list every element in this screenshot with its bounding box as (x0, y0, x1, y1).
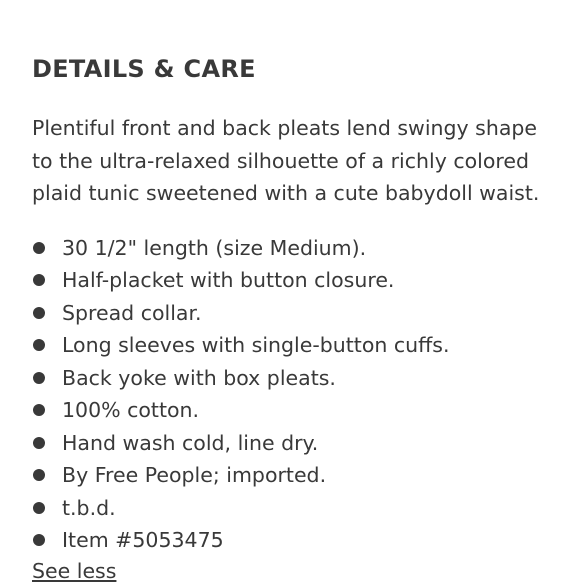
list-item-text: 100% cotton. (62, 398, 199, 422)
list-item (32, 297, 562, 330)
bullet-icon (33, 469, 45, 481)
list-item (32, 524, 562, 557)
list-item-text: Long sleeves with single-button cuffs. (62, 333, 449, 357)
details-and-care-section (32, 52, 562, 587)
list-item (32, 232, 562, 265)
bullet-icon (33, 372, 45, 384)
list-item-text: Back yoke with box pleats. (62, 366, 336, 390)
list-item-text: Spread collar. (62, 301, 202, 325)
see-less-link[interactable]: See less (32, 555, 116, 587)
section-heading: DETAILS & CARE (32, 52, 562, 86)
bullet-icon (33, 274, 45, 286)
list-item (32, 492, 562, 525)
item-number: Item #5053475 (62, 528, 224, 552)
bullet-icon (33, 437, 45, 449)
bullet-icon (33, 404, 45, 416)
bullet-icon (33, 307, 45, 319)
bullet-icon (33, 502, 45, 514)
list-item-text: Half-placket with button closure. (62, 268, 394, 292)
list-item (32, 427, 562, 460)
list-item-text: 30 1/2" length (size Medium). (62, 236, 366, 260)
product-description: Plentiful front and back pleats lend swingy shape to the ultra-relaxed silhouette of a richly colored plaid tunic sweetened with a cute babydoll waist. (32, 112, 562, 210)
list-item-text: t.b.d. (62, 496, 116, 520)
list-item-text: By Free People; imported. (62, 463, 326, 487)
details-list (32, 232, 562, 557)
previous-section-text-fragment (32, 0, 332, 4)
list-item (32, 264, 562, 297)
list-item (32, 459, 562, 492)
list-item (32, 329, 562, 362)
list-item-text: Hand wash cold, line dry. (62, 431, 318, 455)
bullet-icon (33, 534, 45, 546)
bullet-icon (33, 242, 45, 254)
list-item (32, 394, 562, 427)
bullet-icon (33, 339, 45, 351)
list-item (32, 362, 562, 395)
